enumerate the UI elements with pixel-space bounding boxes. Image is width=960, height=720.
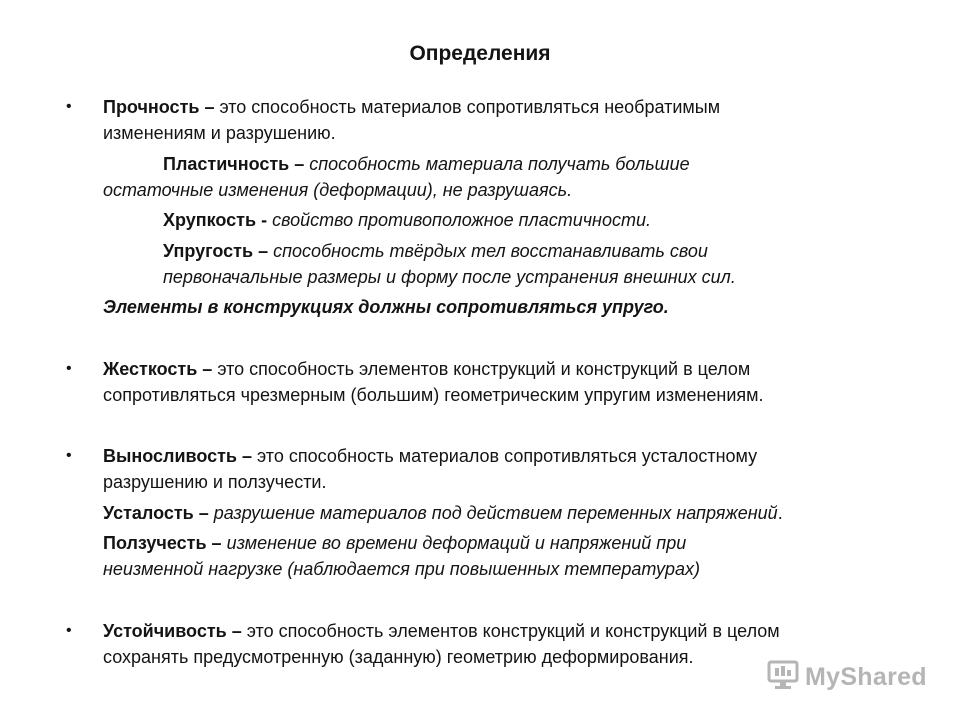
term-creep-sep: – bbox=[206, 533, 227, 553]
plasticity-line1 bbox=[163, 151, 690, 177]
stiffness-text1: это способность элементов конструкций и конструкций в целом bbox=[217, 359, 751, 379]
term-stability-sep: – bbox=[226, 621, 247, 641]
creep-text1: изменение во времени деформаций и напряжений при bbox=[226, 533, 687, 553]
elastic-note: Элементы в конструкциях должны сопротивляться упруго. bbox=[103, 297, 669, 317]
term-elasticity: Упругость bbox=[163, 241, 254, 261]
fatigue-tail: . bbox=[777, 503, 783, 523]
term-strength-sep: – bbox=[199, 97, 220, 117]
elasticity-line1 bbox=[163, 238, 708, 264]
term-endurance: Выносливость bbox=[103, 446, 237, 466]
fatigue-line1 bbox=[103, 500, 783, 526]
term-brittleness: Хрупкость bbox=[163, 210, 257, 230]
term-strength: Прочность bbox=[103, 97, 200, 117]
term-fatigue: Усталость bbox=[103, 503, 194, 523]
slide-title: Определения bbox=[409, 42, 551, 65]
brittleness-text1: свойство противоположное пластичности. bbox=[272, 210, 651, 230]
fatigue-text1: разрушение материалов под действием переменных напряжений bbox=[213, 503, 778, 523]
term-endurance-sep: – bbox=[237, 446, 258, 466]
bullet-stiffness: • bbox=[66, 360, 72, 377]
plasticity-line2: остаточные изменения (деформации), не разрушаясь. bbox=[103, 180, 573, 200]
stiffness-line2: сопротивляться чрезмерным (большим) геометрическим упругим изменениям. bbox=[103, 385, 764, 405]
strength-line2: изменениям и разрушению. bbox=[103, 123, 336, 143]
bullet-endurance: • bbox=[66, 447, 72, 464]
creep-line1 bbox=[103, 530, 686, 556]
strength-text1: это способность материалов сопротивляться необратимым bbox=[219, 97, 721, 117]
stability-text1: это способность элементов конструкций и конструкций в целом bbox=[246, 621, 780, 641]
creep-line2: неизменной нагрузке (наблюдается при повышенных температурах) bbox=[103, 559, 701, 579]
term-elasticity-sep: – bbox=[253, 241, 274, 261]
endurance-line1 bbox=[103, 443, 757, 469]
term-fatigue-sep: – bbox=[193, 503, 214, 523]
endurance-text1: это способность материалов сопротивляться усталостному bbox=[257, 446, 758, 466]
term-plasticity-sep: – bbox=[289, 154, 310, 174]
term-creep: Ползучесть bbox=[103, 533, 207, 553]
elasticity-text1: способность твёрдых тел восстанавливать свои bbox=[273, 241, 708, 261]
term-plasticity: Пластичность bbox=[163, 154, 290, 174]
stability-line2: сохранять предусмотренную (заданную) геометрию деформирования. bbox=[103, 647, 694, 667]
bullet-strength: • bbox=[66, 98, 72, 115]
term-brittleness-sep: - bbox=[256, 210, 273, 230]
bullet-stability: • bbox=[66, 622, 72, 639]
endurance-line2: разрушению и ползучести. bbox=[103, 472, 327, 492]
stability-line1 bbox=[103, 618, 780, 644]
term-stiffness: Жесткость bbox=[103, 359, 198, 379]
term-stability: Устойчивость bbox=[103, 621, 227, 641]
strength-line1 bbox=[103, 94, 720, 120]
brittleness-line1 bbox=[163, 207, 651, 233]
mystudies-logo-icon bbox=[767, 659, 799, 696]
watermark bbox=[767, 659, 927, 695]
plasticity-text1: способность материала получать большие bbox=[309, 154, 690, 174]
watermark-text: MyShared bbox=[805, 662, 927, 691]
term-stiffness-sep: – bbox=[197, 359, 218, 379]
elasticity-line2: первоначальные размеры и форму после устранения внешних сил. bbox=[163, 267, 736, 287]
stiffness-line1 bbox=[103, 356, 750, 382]
